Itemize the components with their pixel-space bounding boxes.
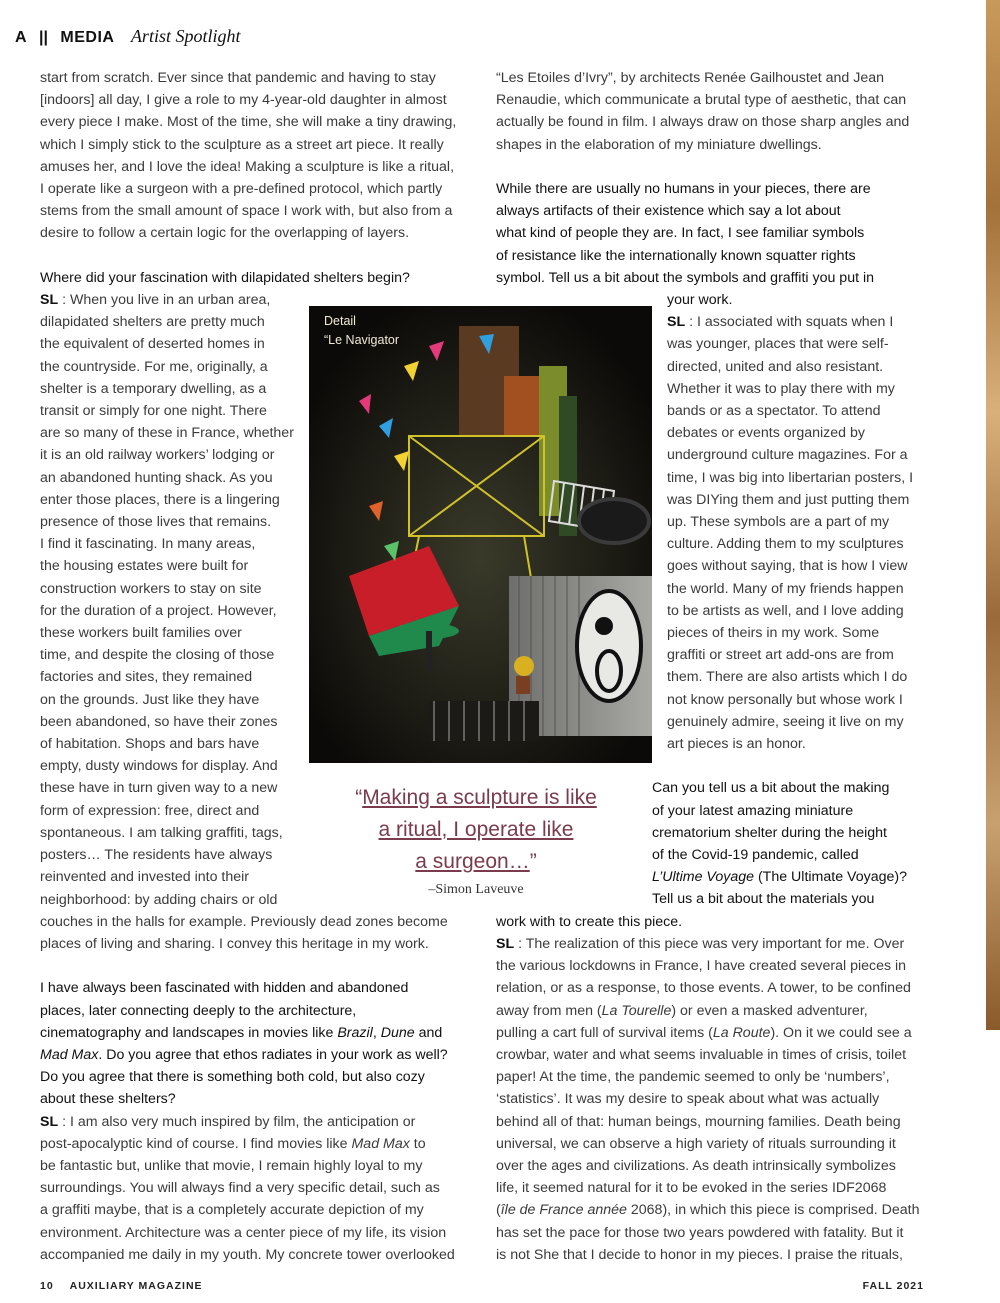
- issue-date: FALL 2021: [862, 1280, 924, 1292]
- text-line: Renaudie, which communicate a brutal type of aesthetic, that can: [496, 92, 907, 109]
- text-line: : When you live in an urban area,: [58, 292, 271, 309]
- text-line: these workers built families over: [40, 625, 242, 642]
- text-line: start from scratch. Ever since that pandemic and having to stay: [40, 70, 436, 86]
- text-line: on the grounds. Just like they have: [40, 691, 260, 708]
- text-span: ,: [372, 1024, 381, 1041]
- text-line: behind all of that: human beings, mourning families. Death being: [496, 1113, 901, 1130]
- text-line: enter those places, there is a lingering: [40, 491, 280, 508]
- text-line: be fantastic but, unlike that movie, I remain highly loyal to my: [40, 1157, 423, 1174]
- text-line: pieces of theirs in my work. Some: [667, 625, 880, 642]
- text-line: places of living and sharing. I convey this heritage in my work.: [40, 935, 429, 952]
- artwork-title: La Tourelle: [601, 1002, 672, 1019]
- text-line: universal, we can observe a high variety of rituals surrounding it: [496, 1135, 896, 1152]
- question-2: [40, 977, 470, 1110]
- miniature-sculpture-illustration: [309, 306, 652, 763]
- speaker-label: SL: [40, 292, 59, 309]
- text-line: [indoors] all day, I give a role to my 4-year-old daughter in almost: [40, 92, 447, 109]
- text-line: of habitation. Shops and bars have: [40, 736, 260, 753]
- pull-quote: [326, 782, 626, 898]
- text-line: relation, or as a response, to those events. A tower, to be confined: [496, 980, 911, 997]
- text-span: 2068), in which this piece is comprised. Death: [626, 1202, 920, 1219]
- text-line: posters… The residents have always: [40, 847, 273, 864]
- text-line: graffiti or street art add-ons are from: [667, 647, 894, 664]
- speaker-label: SL: [40, 1113, 59, 1130]
- text-line: I have always been fascinated with hidden and abandoned: [40, 980, 409, 997]
- text-line: crowbar, water and what seems invaluable in times of crisis, toilet: [496, 1046, 907, 1063]
- magazine-name: AUXILIARY MAGAZINE: [69, 1280, 203, 1292]
- artwork-title: L’Ultime Voyage: [652, 869, 754, 886]
- text-line: amuses her, and I love the idea! Making a sculpture is like a ritual,: [40, 158, 455, 175]
- text-line: work with to create this piece.: [496, 913, 683, 930]
- text-line: presence of those lives that remains.: [40, 514, 272, 531]
- text-line: paper! At the time, the pandemic seemed to only be ‘numbers’,: [496, 1069, 890, 1086]
- caption-line: Detail: [324, 314, 356, 328]
- text-line: these have in turn given way to a new: [40, 780, 278, 797]
- text-line: an abandoned hunting shack. As you: [40, 469, 273, 486]
- text-line: art pieces is an honor.: [667, 736, 806, 753]
- text-line: always artifacts of their existence which say a lot about: [496, 203, 841, 220]
- text-line: environment. Architecture was a center piece of my life, its vision: [40, 1224, 447, 1241]
- text-line: was younger, places that were self-: [667, 336, 889, 353]
- text-line: to be artists as well, and I love adding: [667, 602, 904, 619]
- text-line: the world. Many of my friends happen: [667, 580, 904, 597]
- text-line: of your latest amazing miniature: [652, 802, 854, 819]
- text-line: Do you agree that there is something both cold, but also cozy: [40, 1069, 425, 1086]
- artwork-title: La Route: [712, 1024, 771, 1041]
- series-title: île de France année: [500, 1202, 627, 1219]
- text-line: of resistance like the internationally known squatter rights: [496, 247, 856, 264]
- text-line: the equivalent of deserted homes in: [40, 336, 265, 353]
- text-line: life, it seemed natural for it to be evoked in the series IDF2068: [496, 1180, 887, 1197]
- text-line: actually be found in film. I always draw on those sharp angles and: [496, 114, 910, 131]
- text-line: reinvented and invested into their: [40, 869, 250, 886]
- text-line: I find it fascinating. In many areas,: [40, 536, 256, 553]
- text-span: away from men (: [496, 1002, 602, 1019]
- text-line: your work.: [667, 292, 733, 309]
- text-line: shelter is a temporary dwelling, as a: [40, 380, 267, 397]
- text-line: the housing estates were built for: [40, 558, 249, 575]
- section-name: MEDIA: [60, 29, 115, 46]
- text-line: are so many of these in France, whether: [40, 425, 294, 442]
- text-line: factories and sites, they remained: [40, 669, 253, 686]
- text-line: every piece I make. Most of the time, she will make a tiny drawing,: [40, 114, 457, 131]
- text-line: places, later connecting deeply to the architecture,: [40, 1002, 357, 1019]
- text-line: was DIYing them and just putting them: [667, 491, 910, 508]
- open-quote-mark: “: [355, 786, 363, 809]
- film-title: Mad Max: [40, 1046, 99, 1063]
- left-top-paragraph: [40, 67, 470, 245]
- text-line: accompanied me daily in my youth. My concrete tower overlooked: [40, 1246, 455, 1263]
- pull-quote-line: a surgeon…: [415, 850, 530, 873]
- pull-quote-text: [326, 782, 626, 878]
- text-line: bands or as a spectator. To attend: [667, 403, 881, 420]
- text-line: it is an old railway workers’ lodging or: [40, 447, 275, 464]
- caption-line: “Le Navigator: [324, 333, 400, 347]
- text-span: ). On it we could see a: [770, 1024, 912, 1041]
- footer-left: [40, 1280, 203, 1292]
- text-line: ‘statistics’. It was my desire to speak about what was actually: [496, 1091, 880, 1108]
- text-span: to: [409, 1135, 426, 1152]
- section-letter: A: [15, 29, 27, 46]
- film-title: Dune: [380, 1024, 415, 1041]
- pull-quote-line: a ritual, I operate like: [378, 818, 574, 841]
- text-line: a graffiti maybe, that is a completely accurate depiction of my: [40, 1202, 424, 1219]
- text-span: . Do you agree that ethos radiates in your work as well?: [98, 1046, 448, 1063]
- text-line: desire to follow a certain logic for the overlapping of layers.: [40, 225, 410, 242]
- pull-quote-line: Making a sculpture is like: [362, 786, 597, 809]
- text-line: dilapidated shelters are pretty much: [40, 314, 265, 331]
- text-line: time, and despite the closing of those: [40, 647, 275, 664]
- text-line: the various lockdowns in France, I have created several pieces in: [496, 958, 907, 975]
- text-span: (: [496, 1202, 501, 1219]
- text-span: post-apocalyptic kind of course. I find movies like: [40, 1135, 352, 1152]
- text-line: underground culture magazines. For a: [667, 447, 908, 464]
- text-line: surroundings. You will always find a very specific detail, such as: [40, 1180, 440, 1197]
- artwork-photo: [309, 306, 652, 763]
- text-line: Can you tell us a bit about the making: [652, 780, 890, 797]
- text-line: construction workers to stay on site: [40, 580, 262, 597]
- text-line: neighborhood: by adding chairs or old: [40, 891, 278, 908]
- text-line: couches in the halls for example. Previously dead zones become: [40, 913, 448, 930]
- text-line: empty, dusty windows for display. And: [40, 758, 278, 775]
- text-line: up. These symbols are a part of my: [667, 514, 890, 531]
- speaker-label: SL: [496, 935, 515, 952]
- section-header: [15, 26, 240, 47]
- text-line: directed, united and also resistant.: [667, 358, 884, 375]
- text-line: time, I was big into libertarian posters, I: [667, 469, 914, 486]
- pull-quote-attribution: –Simon Laveuve: [428, 882, 524, 897]
- text-line: stems from the small amount of space I work with, but also from a: [40, 203, 453, 220]
- text-span: ) or even a masked adventurer,: [671, 1002, 868, 1019]
- text-line: what kind of people they are. In fact, I see familiar symbols: [496, 225, 865, 242]
- text-line: symbol. Tell us a bit about the symbols and graffiti you put in: [496, 269, 875, 286]
- text-line: : I associated with squats when I: [685, 314, 894, 331]
- answer-2: [40, 1111, 470, 1266]
- text-line: not know personally but whose work I: [667, 691, 903, 708]
- text-line: Tell us a bit about the materials you: [652, 891, 875, 908]
- text-line: I operate like a surgeon with a pre-defined protocol, which partly: [40, 181, 443, 198]
- text-line: shapes in the elaboration of my miniature dwellings.: [496, 136, 822, 153]
- text-span: (The Ultimate Voyage)?: [754, 869, 907, 886]
- page-number: 10: [40, 1280, 54, 1292]
- text-line: them. There are also artists which I do: [667, 669, 908, 686]
- film-title: Mad Max: [351, 1135, 410, 1152]
- text-span: and: [414, 1024, 443, 1041]
- text-line: crematorium shelter during the height: [652, 824, 888, 841]
- text-line: of the Covid-19 pandemic, called: [652, 847, 859, 864]
- text-line: : I am also very much inspired by film, the anticipation or: [58, 1113, 416, 1130]
- text-span: pulling a cart full of survival items (: [496, 1024, 713, 1041]
- question-3: [496, 178, 926, 311]
- text-line: culture. Adding them to my sculptures: [667, 536, 904, 553]
- text-line: “Les Etoiles d’Ivry”, by architects Renée Gailhoustet and Jean: [496, 70, 884, 86]
- text-line: transit or simply for one night. There: [40, 403, 267, 420]
- subsection-name: Artist Spotlight: [130, 26, 241, 46]
- text-line: goes without saying, that is how I view: [667, 558, 908, 575]
- close-quote-mark: ”: [529, 850, 537, 873]
- text-line: While there are usually no humans in your pieces, there are: [496, 181, 871, 197]
- question-1: Where did your fascination with dilapidated shelters begin?: [40, 269, 410, 286]
- right-top-paragraph: [496, 67, 926, 156]
- answer-4: [496, 933, 926, 1266]
- text-line: been abandoned, so have their zones: [40, 713, 278, 730]
- text-line: : The realization of this piece was very important for me. Over: [514, 935, 905, 952]
- text-line: has set the pace for those two years powdered with fatality. But it: [496, 1224, 904, 1241]
- answer-3: [667, 311, 926, 755]
- text-line: Whether it was to play there with my: [667, 380, 895, 397]
- header-separator: ||: [39, 29, 48, 46]
- text-line: debates or events organized by: [667, 425, 865, 442]
- film-title: Brazil: [337, 1024, 373, 1041]
- text-line: for the duration of a project. However,: [40, 602, 277, 619]
- text-line: genuinely admire, seeing it live on my: [667, 713, 904, 730]
- speaker-label: SL: [667, 314, 686, 331]
- text-line: form of expression: free, direct and: [40, 802, 260, 819]
- text-line: spontaneous. I am talking graffiti, tags,: [40, 824, 283, 841]
- text-line: the countryside. For me, originally, a: [40, 358, 268, 375]
- text-line: about these shelters?: [40, 1091, 176, 1108]
- text-line: over the ages and civilizations. As death intrinsically symbolizes: [496, 1157, 896, 1174]
- text-line: which I simply stick to the sculpture as a street art piece. It really: [40, 136, 444, 153]
- text-span: cinematography and landscapes in movies like: [40, 1024, 338, 1041]
- photo-caption: [324, 312, 399, 350]
- adjacent-page-image-strip: [986, 0, 1000, 1030]
- text-line: is not She that I decide to honor in my pieces. I praise the rituals,: [496, 1246, 903, 1263]
